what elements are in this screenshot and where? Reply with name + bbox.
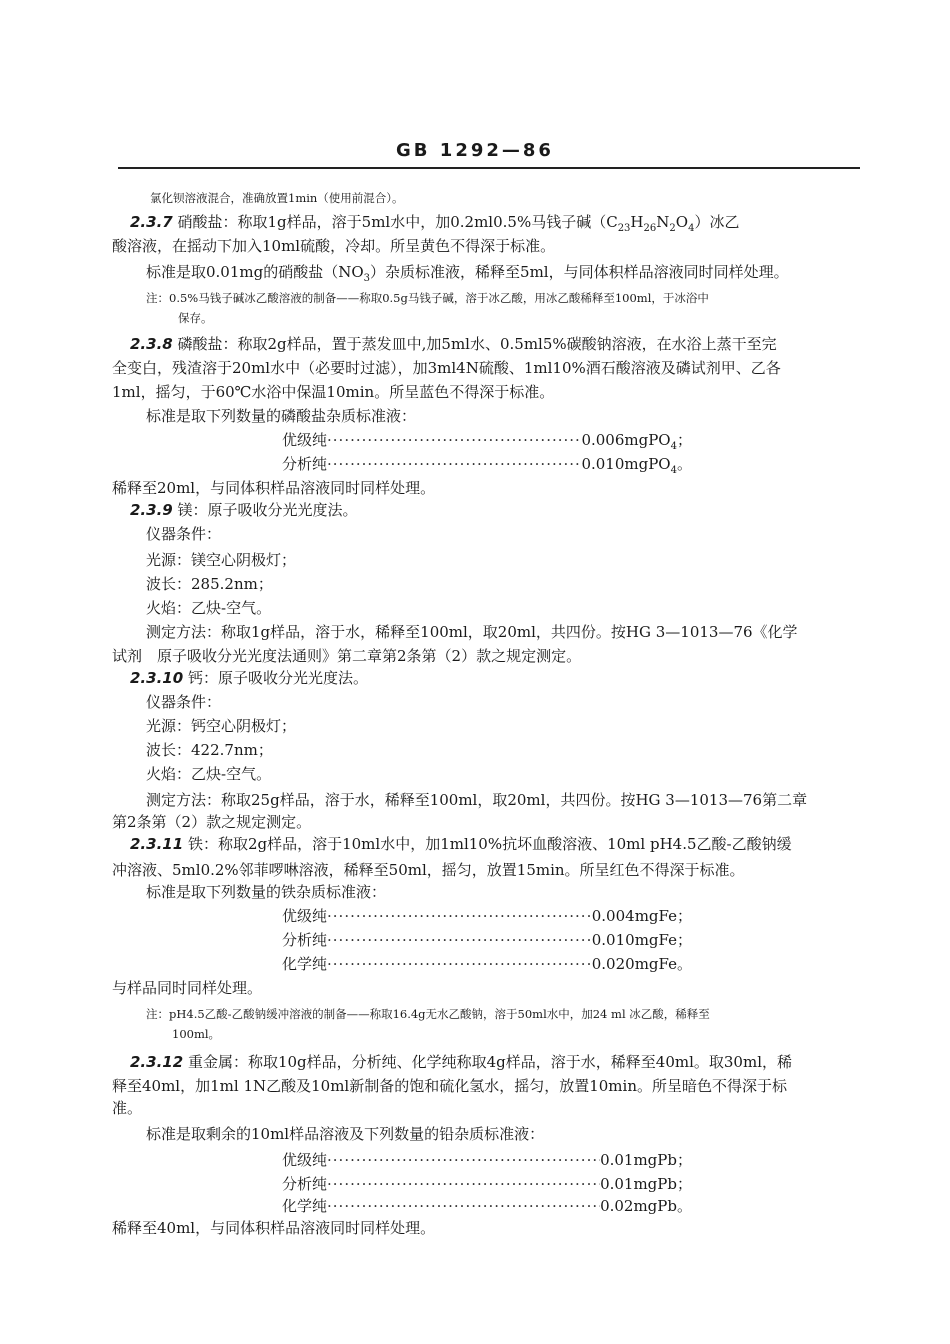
text-line: 光源：镁空心阴极灯； [146, 551, 297, 569]
standard-row: 分析纯 ····· 0.01mgPb； [282, 1174, 692, 1194]
text-line: 稀释至40ml，与同体积样品溶液同时同样处理。 [112, 1219, 436, 1237]
section-2-3-12 [130, 1052, 792, 1072]
section-number: 2.3.8 [130, 335, 173, 353]
text-line: 全变白，残渣溶于20ml水中（必要时过滤），加3ml4N硫酸、1ml10%酒石酸溶液及磷试剂甲、乙各 [112, 359, 781, 377]
section-number: 2.3.11 [130, 835, 184, 853]
section-2-3-9 [130, 500, 358, 520]
standard-row: 优级纯 ····· 0.006mgPO$_4$； [282, 430, 692, 450]
text-line: 光源：钙空心阴极灯； [146, 717, 297, 735]
text-line: 稀释至20ml，与同体积样品溶液同时同样处理。 [112, 479, 436, 497]
note-line: 保存。 [178, 311, 213, 325]
text-line: 火焰：乙炔-空气。 [146, 599, 272, 617]
section-text: 钙：原子吸收分光光度法。 [187, 669, 368, 687]
text-line: 与样品同时同样处理。 [112, 979, 263, 997]
section-text: 重金属：称取10g样品，分析纯、化学纯称取4g样品，溶于水，稀释至40ml。取30ml，稀 [187, 1053, 792, 1071]
text-line: 准。 [112, 1099, 143, 1117]
standard-row: 分析纯 ····· 0.010mgFe； [282, 930, 692, 950]
note-line: 注：pH4.5乙酸-乙酸钠缓冲溶液的制备——称取16.4g无水乙酸钠，溶于50ml水中，加24 ml 冰乙酸，稀释至 [146, 1007, 710, 1021]
text-line: 测定方法：称取1g样品，溶于水，稀释至100ml，取20ml，共四份。按HG 3—1013—76《化学 [146, 623, 798, 641]
text-line: 试剂 原子吸收分光光度法通则》第二章第2条第（2）款之规定测定。 [112, 647, 582, 665]
text-line: 酸溶液，在摇动下加入10ml硫酸，冷却。所呈黄色不得深于标准。 [112, 237, 556, 255]
text-line: 火焰：乙炔-空气。 [146, 765, 272, 783]
standard-row: 优级纯 ····· 0.01mgPb； [282, 1150, 692, 1170]
standard-row: 分析纯 ····· 0.010mgPO$_4$。 [282, 454, 692, 474]
text-line: 标准是取剩余的10ml样品溶液及下列数量的铅杂质标准液： [146, 1125, 545, 1143]
standard-row: 优级纯 ····· 0.004mgFe； [282, 906, 692, 926]
text-line: 标准是取0.01mg的硝酸盐$(NO_3)$杂质标准液，稀释至5ml，与同体积样品溶液同时同样处理。 [146, 263, 789, 284]
section-text: 磷酸盐：称取2g样品，置于蒸发皿中,加5ml水、0.5ml5%碳酸钠溶液，在水浴上蒸干至完 [177, 335, 777, 353]
section-2-3-8 [130, 334, 777, 354]
text-line: 波长：422.7nm； [146, 741, 273, 759]
text-line: 第2条第（2）款之规定测定。 [112, 813, 312, 831]
section-number: 2.3.9 [130, 501, 173, 519]
header-rule [118, 167, 860, 169]
standard-row: 化学纯 ····· 0.020mgFe。 [282, 954, 692, 974]
text-line: 氯化钡溶液混合，准确放置1min（使用前混合）。 [150, 191, 404, 205]
text-line: 标准是取下列数量的铁杂质标准液： [146, 883, 387, 901]
text-line: 测定方法：称取25g样品，溶于水，稀释至100ml，取20ml，共四份。按HG 3—1013—76第二章 [146, 791, 808, 809]
text-line: 冲溶液、5ml0.2%邻菲啰啉溶液，稀释至50ml，摇匀，放置15min。所呈红色不得深于标准。 [112, 861, 745, 879]
section-number: 2.3.12 [130, 1053, 184, 1071]
section-text: 硝酸盐：称取1g样品，溶于5ml水中，加0.2ml0.5%马钱子碱$(C_{23}H_{26}N_2O_4)$冰乙 [177, 213, 740, 234]
section-2-3-11 [130, 834, 792, 854]
section-text: 铁：称取2g样品，溶于10ml水中，加1ml10%抗坏血酸溶液、10ml pH4.5乙酸-乙酸钠缓 [187, 835, 792, 853]
section-number: 2.3.10 [130, 669, 184, 687]
standard-row: 化学纯 ····· 0.02mgPb。 [282, 1196, 692, 1216]
section-text: 镁：原子吸收分光光度法。 [177, 501, 358, 519]
text-line: 释至40ml，加1ml 1N乙酸及10ml新制备的饱和硫化氢水，摇匀，放置10min。所呈暗色不得深于标 [112, 1077, 787, 1095]
section-2-3-7 [130, 212, 739, 232]
text-line: 1ml，摇匀，于60℃水浴中保温10min。所呈蓝色不得深于标准。 [112, 383, 555, 401]
text-line: 仪器条件： [146, 525, 222, 543]
note-line: 注：0.5%马钱子碱冰乙酸溶液的制备——称取0.5g马钱子碱，溶于冰乙酸，用冰乙酸稀释至100ml，于冰浴中 [146, 291, 709, 305]
standard-header: GB 1292—86 [396, 140, 554, 161]
section-2-3-10 [130, 668, 368, 688]
text-line: 标准是取下列数量的磷酸盐杂质标准液： [146, 407, 417, 425]
note-line: 100ml。 [172, 1027, 221, 1041]
section-number: 2.3.7 [130, 213, 173, 231]
text-line: 仪器条件： [146, 693, 222, 711]
text-line: 波长：285.2nm； [146, 575, 273, 593]
